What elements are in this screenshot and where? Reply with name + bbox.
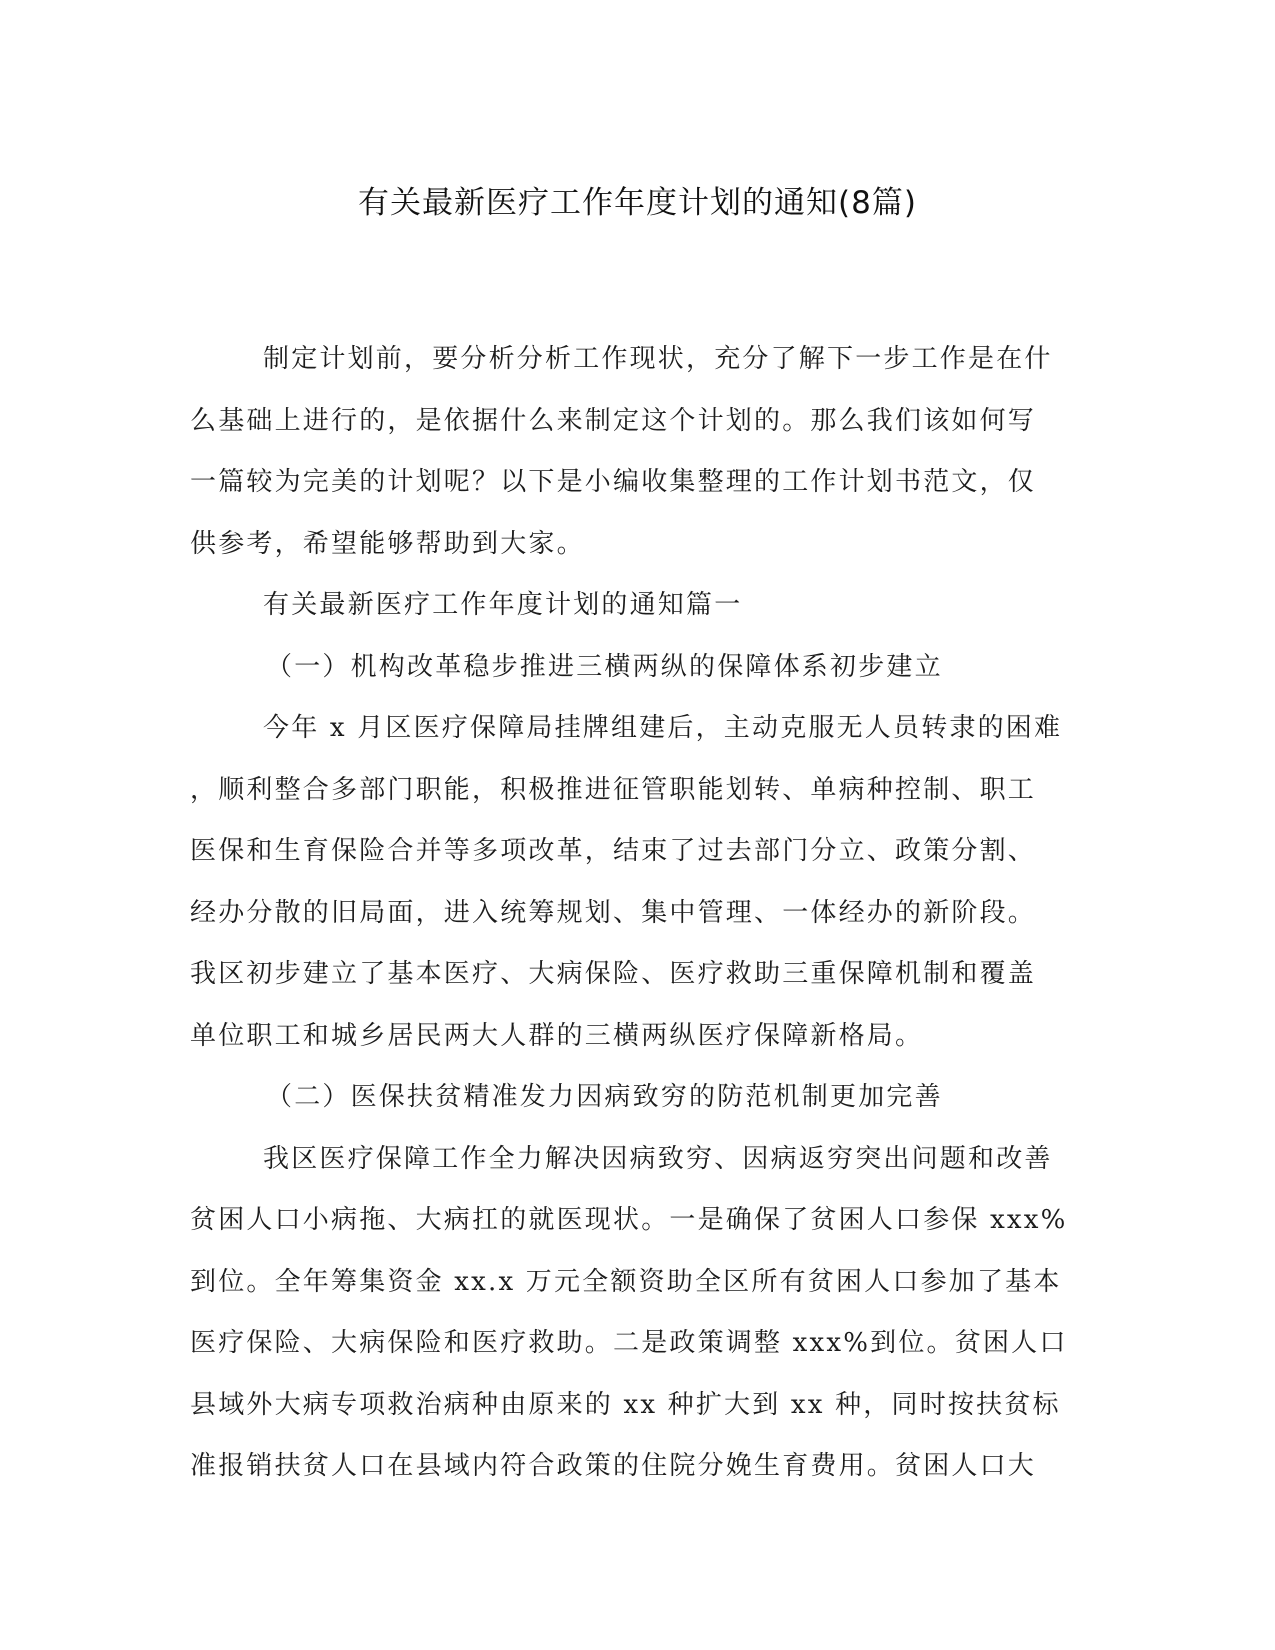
body-line: 供参考，希望能够帮助到大家。 (190, 528, 585, 559)
body-line: 我区初步建立了基本医疗、大病保险、医疗救助三重保障机制和覆盖 (190, 959, 1037, 989)
body-line: 到位。全年筹集资金 xx.x 万元全额资助全区所有贫困人口参加了基本 (190, 1266, 1062, 1297)
document-body (190, 329, 1070, 1498)
body-line: 准报销扶贫人口在县域内符合政策的住院分娩生育费用。贫困人口大 (190, 1451, 1037, 1481)
subsection-heading: （一）机构改革稳步推进三横两纵的保障体系初步建立 (266, 651, 943, 682)
section-heading: 有关最新医疗工作年度计划的通知篇一 (263, 590, 743, 620)
body-line: 医疗保险、大病保险和医疗救助。二是政策调整 xxx%到位。贫困人口 (190, 1328, 1068, 1358)
body-line: 经办分散的旧局面，进入统筹规划、集中管理、一体经办的新阶段。 (190, 897, 1037, 928)
subsection-heading: （二）医保扶贫精准发力因病致穷的防范机制更加完善 (266, 1082, 943, 1112)
body-line: 我区医疗保障工作全力解决因病致穷、因病返穷突出问题和改善 (263, 1143, 1053, 1174)
body-line: 贫困人口小病拖、大病扛的就医现状。一是确保了贫困人口参保 xxx% (190, 1205, 1068, 1235)
body-line: 医保和生育保险合并等多项改革，结束了过去部门分立、政策分割、 (190, 836, 1037, 866)
body-line: 一篇较为完美的计划呢？以下是小编收集整理的工作计划书范文，仅 (190, 467, 1037, 497)
body-line: 县域外大病专项救治病种由原来的 xx 种扩大到 xx 种，同时按扶贫标 (190, 1389, 1061, 1420)
body-line: ，顺利整合多部门职能，积极推进征管职能划转、单病种控制、职工 (190, 774, 1037, 805)
body-line: 么基础上进行的，是依据什么来制定这个计划的。那么我们该如何写 (190, 405, 1037, 436)
body-line: 今年 x 月区医疗保障局挂牌组建后，主动克服无人员转隶的困难 (263, 713, 1063, 743)
body-line: 单位职工和城乡居民两大人群的三横两纵医疗保障新格局。 (190, 1020, 924, 1051)
document-title: 有关最新医疗工作年度计划的通知(8篇) (358, 185, 917, 221)
body-line: 制定计划前，要分析分析工作现状，充分了解下一步工作是在什 (263, 344, 1053, 374)
